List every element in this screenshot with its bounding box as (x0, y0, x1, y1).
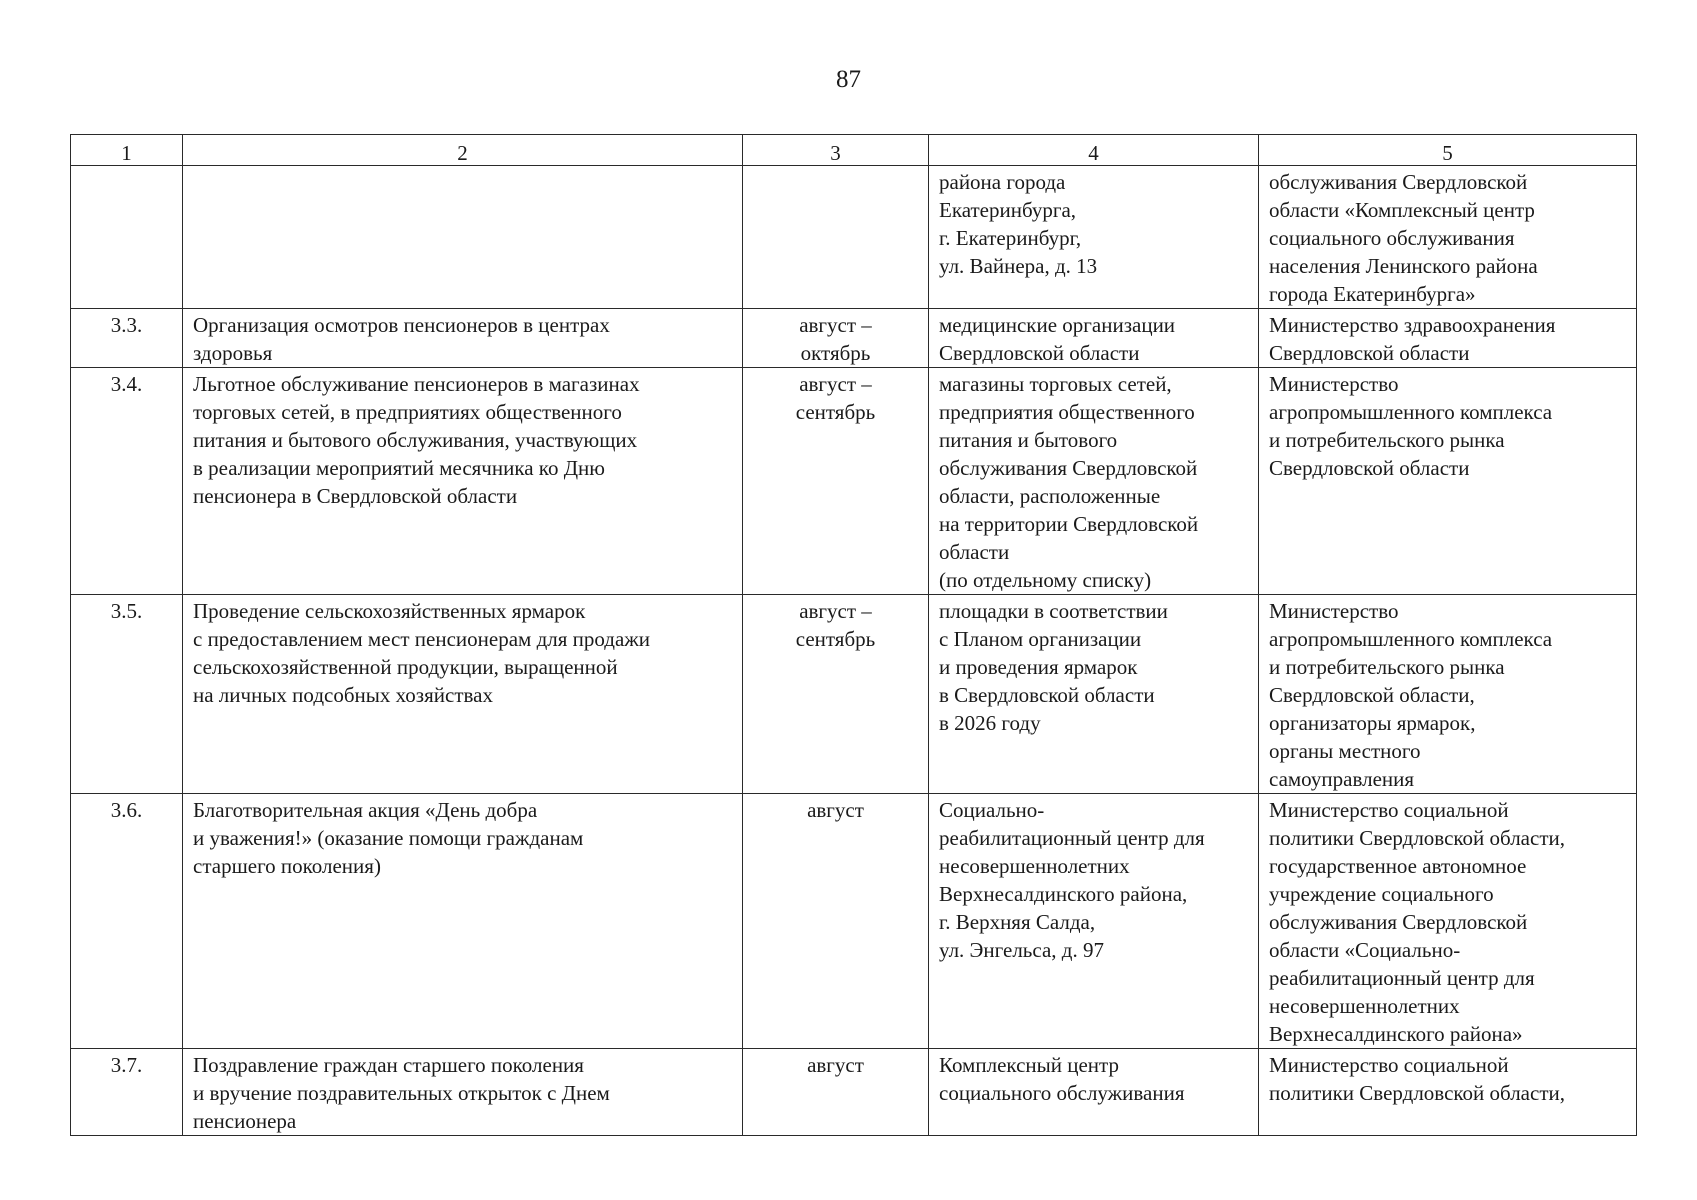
header-cell-3: 3 (743, 135, 929, 166)
table-row (71, 794, 1637, 1049)
header-row (71, 135, 1637, 166)
row-number: 3.4. (71, 368, 183, 595)
event-cell: Льготное обслуживание пенсионеров в магазинах торговых сетей, в предприятиях общественного питания и бытового обслуживания, участвующих в реализации мероприятий месячника ко Дню пенсионера в Свердловской области (183, 368, 743, 595)
place-cell: площадки в соответствии с Планом организации и проведения ярмарок в Свердловской области в 2026 году (929, 595, 1259, 794)
period-cell: август (743, 1049, 929, 1136)
row-number: 3.5. (71, 595, 183, 794)
page-number: 87 (836, 66, 861, 93)
responsible-cell: обслуживания Свердловской области «Комплексный центр социального обслуживания населения Ленинского района города Екатеринбурга» (1259, 166, 1637, 309)
period-cell: август (743, 794, 929, 1049)
period-cell: август – сентябрь (743, 368, 929, 595)
table-row (71, 309, 1637, 368)
header-cell-2: 2 (183, 135, 743, 166)
period-cell: август – сентябрь (743, 595, 929, 794)
period-cell (743, 166, 929, 309)
header-cell-4: 4 (929, 135, 1259, 166)
row-number: 3.6. (71, 794, 183, 1049)
table-row (71, 1049, 1637, 1136)
event-cell: Благотворительная акция «День добра и уважения!» (оказание помощи гражданам старшего поколения) (183, 794, 743, 1049)
row-number: 3.7. (71, 1049, 183, 1136)
event-cell (183, 166, 743, 309)
place-cell: медицинские организации Свердловской области (929, 309, 1259, 368)
responsible-cell: Министерство здравоохранения Свердловской области (1259, 309, 1637, 368)
table-row (71, 166, 1637, 309)
header-cell-1: 1 (71, 135, 183, 166)
responsible-cell: Министерство агропромышленного комплекса и потребительского рынка Свердловской области (1259, 368, 1637, 595)
place-cell: Комплексный центр социального обслуживания (929, 1049, 1259, 1136)
place-cell: района города Екатеринбурга, г. Екатеринбург, ул. Вайнера, д. 13 (929, 166, 1259, 309)
row-number: 3.3. (71, 309, 183, 368)
event-cell: Организация осмотров пенсионеров в центрах здоровья (183, 309, 743, 368)
period-cell: август – октябрь (743, 309, 929, 368)
row-number (71, 166, 183, 309)
place-cell: Социально- реабилитационный центр для несовершеннолетних Верхнесалдинского района, г. Верхняя Салда, ул. Энгельса, д. 97 (929, 794, 1259, 1049)
responsible-cell: Министерство социальной политики Свердловской области, государственное автономное учреждение социального обслуживания Свердловской области «Социально- реабилитационный центр для несовершеннолетних Верхнесалдинского района» (1259, 794, 1637, 1049)
event-cell: Поздравление граждан старшего поколения и вручение поздравительных открыток с Днем пенсионера (183, 1049, 743, 1136)
table-row (71, 368, 1637, 595)
table-row (71, 595, 1637, 794)
responsible-cell: Министерство агропромышленного комплекса и потребительского рынка Свердловской области, организаторы ярмарок, органы местного самоуправления (1259, 595, 1637, 794)
event-cell: Проведение сельскохозяйственных ярмарок с предоставлением мест пенсионерам для продажи сельскохозяйственной продукции, выращенной на личных подсобных хозяйствах (183, 595, 743, 794)
events-table (70, 134, 1637, 1136)
header-cell-5: 5 (1259, 135, 1637, 166)
responsible-cell: Министерство социальной политики Свердловской области, (1259, 1049, 1637, 1136)
place-cell: магазины торговых сетей, предприятия общественного питания и бытового обслуживания Свердловской области, расположенные на территории Свердловской области (по отдельному списку) (929, 368, 1259, 595)
